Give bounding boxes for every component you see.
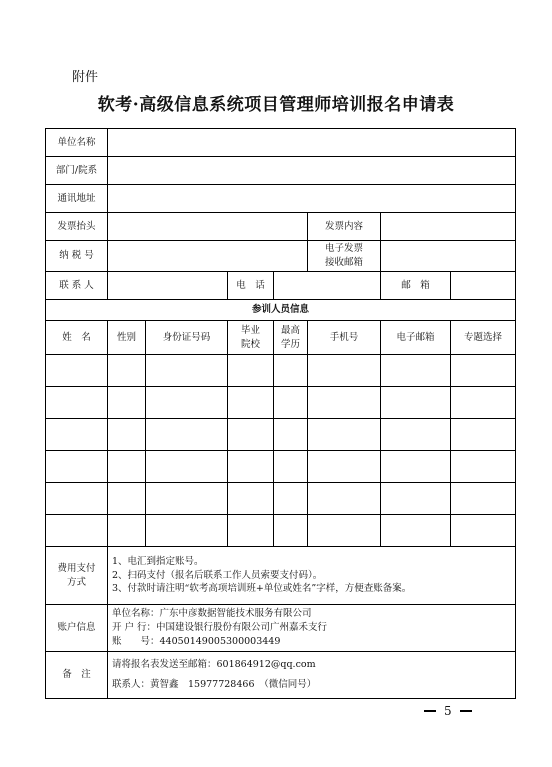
participant-cell[interactable] xyxy=(46,483,108,515)
participant-cell[interactable] xyxy=(228,451,274,483)
participant-cell[interactable] xyxy=(108,451,146,483)
address-field[interactable] xyxy=(108,185,516,213)
col-name: 姓 名 xyxy=(46,321,108,355)
participant-cell[interactable] xyxy=(274,515,308,547)
invoice-title-label: 发票抬头 xyxy=(46,213,108,241)
account-label: 账户信息 xyxy=(46,605,108,652)
participant-row xyxy=(46,355,516,387)
participant-cell[interactable] xyxy=(274,451,308,483)
participant-cell[interactable] xyxy=(274,355,308,387)
col-email: 电子邮箱 xyxy=(381,321,451,355)
participants-body xyxy=(46,355,516,547)
participant-cell[interactable] xyxy=(381,483,451,515)
unit-name-label: 单位名称 xyxy=(46,129,108,157)
payment-label-line-2: 方式 xyxy=(66,576,86,588)
col-topic: 专题选择 xyxy=(451,321,516,355)
payment-line-3: 3、付款时请注明“软考高项培训班+单位或姓名”字样，方便查账备案。 xyxy=(112,583,412,595)
participant-cell[interactable] xyxy=(451,483,516,515)
participant-row xyxy=(46,451,516,483)
remark-line-2: 联系人：黄智鑫 15977728466 （微信同号） xyxy=(112,679,317,690)
participant-cell[interactable] xyxy=(228,355,274,387)
tax-no-field[interactable] xyxy=(108,241,308,272)
row-section-title xyxy=(46,300,516,321)
remark-label: 备 注 xyxy=(46,652,108,699)
dash-left xyxy=(424,710,436,712)
participant-cell[interactable] xyxy=(228,387,274,419)
payment-label-line-1: 费用支付 xyxy=(57,562,96,574)
col-school-line-1: 毕业 xyxy=(240,324,260,336)
tax-no-label: 纳 税 号 xyxy=(46,241,108,272)
participant-cell[interactable] xyxy=(108,483,146,515)
phone-label: 电 话 xyxy=(228,272,274,300)
participant-cell[interactable] xyxy=(46,419,108,451)
participant-cell[interactable] xyxy=(274,387,308,419)
dash-right xyxy=(460,710,472,712)
invoice-content-label: 发票内容 xyxy=(308,213,381,241)
row-unit-name xyxy=(46,129,516,157)
page-number-text: 5 xyxy=(444,704,452,718)
participant-cell[interactable] xyxy=(108,419,146,451)
col-mobile: 手机号 xyxy=(308,321,381,355)
payment-methods xyxy=(108,547,516,605)
participant-cell[interactable] xyxy=(146,355,228,387)
account-info xyxy=(108,605,516,652)
row-remark xyxy=(46,652,516,699)
col-gender: 性别 xyxy=(108,321,146,355)
row-address xyxy=(46,185,516,213)
invoice-email-label xyxy=(308,241,381,272)
participant-cell[interactable] xyxy=(108,355,146,387)
mail-field[interactable] xyxy=(451,272,516,300)
col-education-line-2: 学历 xyxy=(280,338,300,350)
participants-header-row xyxy=(46,321,516,355)
participant-cell[interactable] xyxy=(451,419,516,451)
participant-cell[interactable] xyxy=(46,387,108,419)
participant-cell[interactable] xyxy=(308,419,381,451)
participant-row xyxy=(46,387,516,419)
payment-line-1: 1、电汇到指定账号。 xyxy=(112,555,204,567)
invoice-email-line-2: 接收邮箱 xyxy=(324,257,363,268)
participant-cell[interactable] xyxy=(46,355,108,387)
participant-cell[interactable] xyxy=(308,387,381,419)
address-label: 通讯地址 xyxy=(46,185,108,213)
participant-cell[interactable] xyxy=(381,515,451,547)
participant-cell[interactable] xyxy=(274,483,308,515)
section-title: 参训人员信息 xyxy=(46,300,516,321)
row-account xyxy=(46,605,516,652)
participant-cell[interactable] xyxy=(146,419,228,451)
col-education xyxy=(274,321,308,355)
form-title: 软考·高级信息系统项目管理师培训报名申请表 xyxy=(97,95,455,115)
payment-line-2: 2、扫码支付（报名后联系工作人员索要支付码）。 xyxy=(112,569,323,581)
department-field[interactable] xyxy=(108,157,516,185)
participant-row xyxy=(46,483,516,515)
row-tax-no xyxy=(46,241,516,272)
annex-label: 附件 xyxy=(72,70,99,85)
account-line-1: 单位名称：广东中彦数据智能技术服务有限公司 xyxy=(112,608,312,620)
participant-cell[interactable] xyxy=(451,387,516,419)
invoice-title-field[interactable] xyxy=(108,213,308,241)
contact-field[interactable] xyxy=(108,272,228,300)
participant-cell[interactable] xyxy=(451,515,516,547)
participant-cell[interactable] xyxy=(308,515,381,547)
row-department xyxy=(46,157,516,185)
participant-cell[interactable] xyxy=(146,451,228,483)
col-school-line-2: 院校 xyxy=(240,338,260,350)
participant-cell[interactable] xyxy=(381,355,451,387)
col-school xyxy=(228,321,274,355)
participant-cell[interactable] xyxy=(308,355,381,387)
participant-cell[interactable] xyxy=(146,515,228,547)
participant-cell[interactable] xyxy=(146,387,228,419)
participant-cell[interactable] xyxy=(308,451,381,483)
invoice-email-line-1: 电子发票 xyxy=(324,243,363,255)
participant-cell[interactable] xyxy=(146,483,228,515)
registration-form-table xyxy=(45,128,516,699)
participant-cell[interactable] xyxy=(451,451,516,483)
participant-cell[interactable] xyxy=(108,387,146,419)
row-contact xyxy=(46,272,516,300)
participant-cell[interactable] xyxy=(228,419,274,451)
remark-line-1: 请将报名表发送至邮箱：601864912@qq.com xyxy=(112,659,316,671)
participant-cell[interactable] xyxy=(381,419,451,451)
invoice-content-field[interactable] xyxy=(381,213,516,241)
page-number xyxy=(424,704,472,718)
department-label: 部门/院系 xyxy=(46,157,108,185)
participant-cell[interactable] xyxy=(381,451,451,483)
participant-cell[interactable] xyxy=(46,515,108,547)
row-payment xyxy=(46,547,516,605)
mail-label: 邮 箱 xyxy=(381,272,451,300)
account-line-2: 开 户 行：中国建设银行股份有限公司广州嘉禾支行 xyxy=(112,622,328,634)
payment-label xyxy=(46,547,108,605)
participant-row xyxy=(46,515,516,547)
col-education-line-1: 最高 xyxy=(280,324,300,336)
participant-cell[interactable] xyxy=(46,451,108,483)
participant-cell[interactable] xyxy=(451,355,516,387)
row-invoice-title xyxy=(46,213,516,241)
participant-cell[interactable] xyxy=(228,483,274,515)
participant-cell[interactable] xyxy=(274,419,308,451)
participant-cell[interactable] xyxy=(108,515,146,547)
participant-cell[interactable] xyxy=(308,483,381,515)
participant-cell[interactable] xyxy=(228,515,274,547)
unit-name-field[interactable] xyxy=(108,129,516,157)
remark-info xyxy=(108,652,516,699)
contact-label: 联 系 人 xyxy=(46,272,108,300)
col-id-number: 身份证号码 xyxy=(146,321,228,355)
invoice-email-field[interactable] xyxy=(381,241,516,272)
participant-row xyxy=(46,419,516,451)
account-line-3: 账 号：44050149005300003449 xyxy=(112,635,281,647)
phone-field[interactable] xyxy=(274,272,381,300)
participant-cell[interactable] xyxy=(381,387,451,419)
